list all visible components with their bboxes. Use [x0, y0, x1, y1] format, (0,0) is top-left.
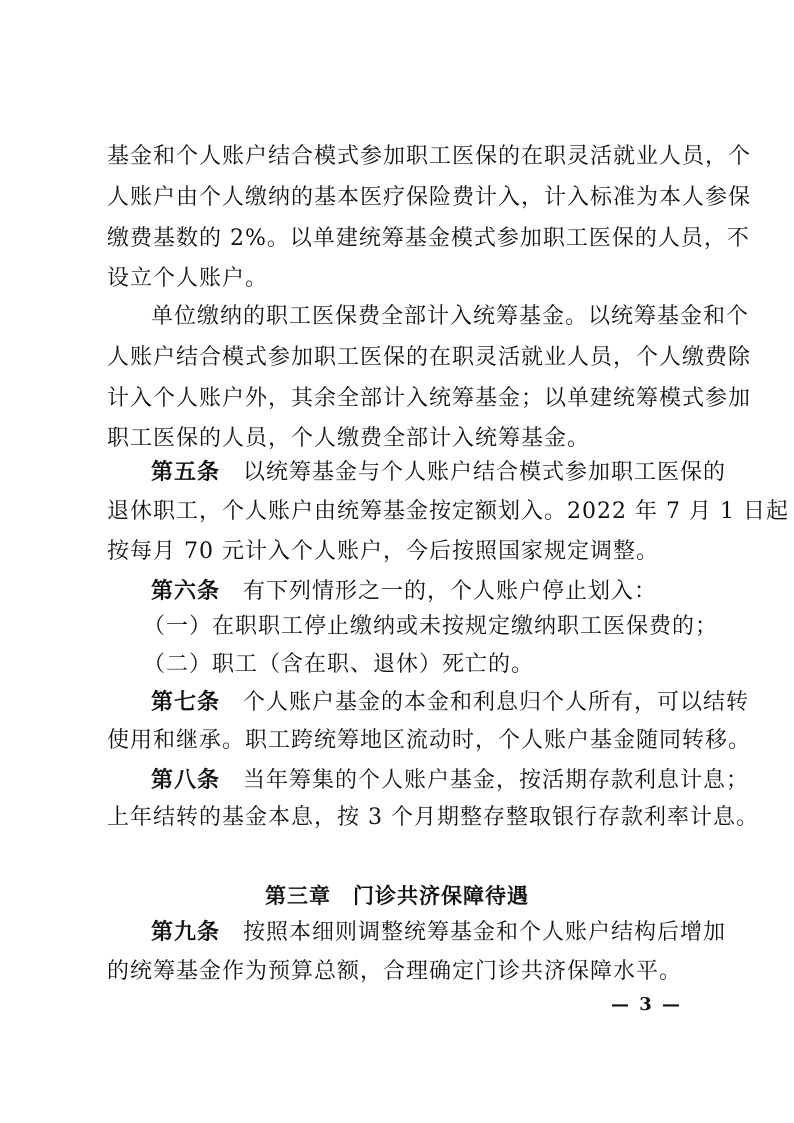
paragraph-line: 缴费基数的 2%。以单建统筹基金模式参加职工医保的人员，不 — [107, 226, 750, 251]
article-six-label: 第六条 — [151, 578, 221, 604]
article-six-first-line — [151, 575, 707, 607]
paragraph-line: 的统筹基金作为预算总额，合理确定门诊共济保障水平。 — [107, 959, 683, 984]
list-item: （二）职工（含在职、退休）死亡的。 — [143, 652, 535, 677]
paragraph-line: 上年结转的基金本息，按 3 个月期整存整取银行存款利率计息。 — [107, 805, 759, 830]
paragraph-line: 设立个人账户。 — [107, 266, 269, 291]
article-seven-label: 第七条 — [151, 689, 221, 715]
article-eight-text: 当年筹集的个人账户基金，按活期存款利息计息； — [243, 768, 750, 793]
paragraph-line: 基金和个人账户结合模式参加职工医保的在职灵活就业人员，个 — [107, 144, 752, 169]
article-eight-first-line — [151, 764, 750, 796]
paragraph-line: 人账户由个人缴纳的基本医疗保险费计入，计入标准为本人参保 — [107, 185, 752, 210]
paragraph-line: 退休职工，个人账户由统筹基金按定额划入。2022 年 7 月 1 日起 — [107, 499, 789, 524]
paragraph-line: 人账户结合模式参加职工医保的在职灵活就业人员，个人缴费除 — [107, 345, 752, 370]
article-five-label: 第五条 — [151, 459, 221, 485]
page-number: — 3 — — [610, 994, 682, 1015]
paragraph-line: 职工医保的人员，个人缴费全部计入统筹基金。 — [107, 426, 591, 451]
paragraph-line: 使用和继承。职工跨统筹地区流动时，个人账户基金随同转移。 — [107, 728, 752, 753]
paragraph-line: 计入个人账户外，其余全部计入统筹基金；以单建统筹模式参加 — [107, 386, 752, 411]
article-five-text: 以统筹基金与个人账户结合模式参加职工医保的 — [243, 460, 727, 485]
chapter-heading: 第三章 门诊共济保障待遇 — [265, 884, 529, 908]
article-nine-first-line — [151, 916, 727, 948]
article-seven-first-line — [151, 686, 750, 718]
article-nine-label: 第九条 — [151, 919, 221, 945]
paragraph-line: 单位缴纳的职工医保费全部计入统筹基金。以统筹基金和个 — [151, 304, 750, 329]
list-item: （一）在职职工停止缴纳或未按规定缴纳职工医保费的； — [143, 614, 719, 639]
paragraph-line: 按每月 70 元计入个人账户，今后按照国家规定调整。 — [107, 539, 659, 564]
article-six-text: 有下列情形之一的，个人账户停止划入： — [243, 579, 658, 604]
article-eight-label: 第八条 — [151, 767, 221, 793]
article-five-first-line — [151, 456, 727, 488]
article-nine-text: 按照本细则调整统筹基金和个人账户结构后增加 — [243, 920, 727, 945]
article-seven-text: 个人账户基金的本金和利息归个人所有，可以结转 — [243, 690, 750, 715]
